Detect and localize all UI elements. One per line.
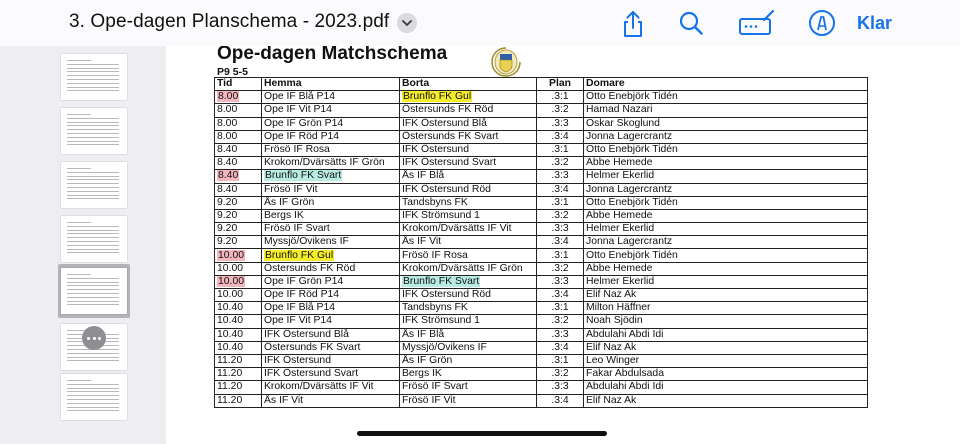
highlighted-text: Brunflo FK Svart bbox=[265, 170, 342, 182]
highlighted-text: 8.00 bbox=[218, 91, 239, 103]
home-team-cell: Myssjö/Ovikens IF bbox=[262, 236, 400, 249]
pitch-cell: .3:1 bbox=[537, 143, 584, 156]
table-row bbox=[215, 315, 868, 328]
away-team-cell: Frösö IF Svart bbox=[400, 381, 537, 394]
time-cell bbox=[215, 275, 262, 288]
away-team-cell: Frösö IF Rosa bbox=[400, 249, 537, 262]
time-cell: 9.20 bbox=[215, 209, 262, 222]
referee-cell: Jonna Lagercrantz bbox=[584, 183, 868, 196]
home-team-cell: Ope IF Blå P14 bbox=[262, 302, 400, 315]
referee-cell: Abbe Hemede bbox=[584, 209, 868, 222]
referee-cell: Jonna Lagercrantz bbox=[584, 236, 868, 249]
table-row bbox=[215, 183, 868, 196]
home-team-cell: Krokom/Dvärsätts IF Vit bbox=[262, 381, 400, 394]
pitch-cell: .3:1 bbox=[537, 302, 584, 315]
table-row bbox=[215, 236, 868, 249]
table-row bbox=[215, 368, 868, 381]
home-team-cell: Östersunds FK Röd bbox=[262, 262, 400, 275]
away-team-cell: Ås IF Grön bbox=[400, 354, 537, 367]
referee-cell: Elif Naz Ak bbox=[584, 341, 868, 354]
time-cell: 9.20 bbox=[215, 236, 262, 249]
page-thumbnail[interactable] bbox=[61, 162, 127, 208]
referee-cell: Noah Sjödin bbox=[584, 315, 868, 328]
referee-cell: Oskar Skoglund bbox=[584, 117, 868, 130]
away-team-cell bbox=[400, 91, 537, 104]
time-cell: 8.00 bbox=[215, 130, 262, 143]
away-team-cell: IFK Östersund Blå bbox=[400, 117, 537, 130]
pitch-cell: .3:1 bbox=[537, 196, 584, 209]
pitch-cell: .3:3 bbox=[537, 328, 584, 341]
referee-cell: Helmer Ekerlid bbox=[584, 170, 868, 183]
time-cell: 8.40 bbox=[215, 157, 262, 170]
away-team-cell: Östersunds FK Svart bbox=[400, 130, 537, 143]
away-team-cell bbox=[400, 275, 537, 288]
column-header-away: Borta bbox=[400, 78, 537, 91]
page-thumbnail-sidebar bbox=[0, 46, 166, 444]
table-row bbox=[215, 143, 868, 156]
highlighted-text: 10.00 bbox=[218, 275, 245, 287]
column-header-home: Hemma bbox=[262, 78, 400, 91]
home-team-cell: IFK Östersund Svart bbox=[262, 368, 400, 381]
pitch-cell: .3:1 bbox=[537, 249, 584, 262]
home-team-cell: Ås IF Grön bbox=[262, 196, 400, 209]
column-header-referee: Domare bbox=[584, 78, 868, 91]
pen-icon[interactable] bbox=[808, 9, 836, 42]
table-row bbox=[215, 302, 868, 315]
home-team-cell: IFK Östersund bbox=[262, 354, 400, 367]
referee-cell: Leo Winger bbox=[584, 354, 868, 367]
page-thumbnail[interactable] bbox=[61, 108, 127, 154]
away-team-cell: Bergs IK bbox=[400, 368, 537, 381]
time-cell: 10.00 bbox=[215, 262, 262, 275]
column-header-pitch: Plan bbox=[537, 78, 584, 91]
more-icon[interactable] bbox=[82, 326, 106, 350]
toolbar bbox=[0, 0, 960, 46]
time-cell: 11.20 bbox=[215, 368, 262, 381]
time-cell: 10.40 bbox=[215, 302, 262, 315]
home-team-cell: Ope IF Grön P14 bbox=[262, 275, 400, 288]
table-row bbox=[215, 275, 868, 288]
page-thumbnail[interactable] bbox=[61, 374, 127, 420]
pitch-cell: .3:2 bbox=[537, 104, 584, 117]
time-cell bbox=[215, 249, 262, 262]
time-cell: 10.00 bbox=[215, 289, 262, 302]
time-cell: 10.40 bbox=[215, 328, 262, 341]
away-team-cell: Krokom/Dvärsätts IF Vit bbox=[400, 223, 537, 236]
page-thumbnail[interactable] bbox=[61, 54, 127, 100]
table-row bbox=[215, 170, 868, 183]
referee-cell: Jonna Lagercrantz bbox=[584, 130, 868, 143]
time-cell: 8.00 bbox=[215, 104, 262, 117]
referee-cell: Helmer Ekerlid bbox=[584, 275, 868, 288]
referee-cell: Abbe Hemede bbox=[584, 157, 868, 170]
table-row bbox=[215, 223, 868, 236]
referee-cell: Abdulahi Abdi Idi bbox=[584, 381, 868, 394]
home-team-cell: Frösö IF Svart bbox=[262, 223, 400, 236]
away-team-cell: Krokom/Dvärsätts IF Grön bbox=[400, 262, 537, 275]
schedule-subtitle: P9 5-5 bbox=[217, 66, 248, 78]
time-cell: 9.20 bbox=[215, 223, 262, 236]
away-team-cell: IFK Östersund bbox=[400, 143, 537, 156]
home-team-cell: IFK Östersund Blå bbox=[262, 328, 400, 341]
referee-cell: Otto Enebjörk Tidén bbox=[584, 143, 868, 156]
highlighted-text: Brunflo FK Gul bbox=[265, 249, 334, 261]
home-team-cell bbox=[262, 170, 400, 183]
time-cell: 11.20 bbox=[215, 394, 262, 407]
away-team-cell: Ås IF Vit bbox=[400, 236, 537, 249]
referee-cell: Otto Enebjörk Tidén bbox=[584, 91, 868, 104]
table-row bbox=[215, 104, 868, 117]
pitch-cell: .3:1 bbox=[537, 354, 584, 367]
table-row bbox=[215, 354, 868, 367]
schedule-title: Ope-dagen Matchschema bbox=[217, 46, 448, 64]
highlighted-text: Brunflo FK Gul bbox=[403, 91, 472, 103]
pitch-cell: .3:4 bbox=[537, 236, 584, 249]
home-team-cell: Frösö IF Rosa bbox=[262, 143, 400, 156]
time-cell bbox=[215, 91, 262, 104]
referee-cell: Elif Naz Ak bbox=[584, 289, 868, 302]
table-row bbox=[215, 262, 868, 275]
away-team-cell: Myssjö/Ovikens IF bbox=[400, 341, 537, 354]
away-team-cell: IFK Östersund Röd bbox=[400, 289, 537, 302]
table-row bbox=[215, 394, 868, 407]
referee-cell: Hamad Nazari bbox=[584, 104, 868, 117]
table-row bbox=[215, 209, 868, 222]
home-team-cell: Bergs IK bbox=[262, 209, 400, 222]
pitch-cell: .3:1 bbox=[537, 91, 584, 104]
table-row bbox=[215, 91, 868, 104]
time-cell: 11.20 bbox=[215, 381, 262, 394]
table-row bbox=[215, 289, 868, 302]
pitch-cell: .3:4 bbox=[537, 341, 584, 354]
schedule-table bbox=[214, 77, 868, 408]
referee-cell: Abbe Hemede bbox=[584, 262, 868, 275]
away-team-cell: Tandsbyns FK bbox=[400, 196, 537, 209]
markup-icon[interactable] bbox=[738, 8, 776, 43]
time-cell: 10.40 bbox=[215, 315, 262, 328]
pitch-cell: .3:4 bbox=[537, 394, 584, 407]
table-header-row bbox=[215, 78, 868, 91]
home-team-cell: Krokom/Dvärsätts IF Grön bbox=[262, 157, 400, 170]
pitch-cell: .3:3 bbox=[537, 381, 584, 394]
chevron-down-icon[interactable] bbox=[397, 13, 417, 33]
table-row bbox=[215, 341, 868, 354]
away-team-cell: IFK Östersund Röd bbox=[400, 183, 537, 196]
home-team-cell: Ås IF Vit bbox=[262, 394, 400, 407]
home-team-cell: Ope IF Vit P14 bbox=[262, 315, 400, 328]
home-team-cell: Ope IF Röd P14 bbox=[262, 289, 400, 302]
home-team-cell bbox=[262, 249, 400, 262]
pitch-cell: .3:2 bbox=[537, 209, 584, 222]
column-header-time: Tid bbox=[215, 78, 262, 91]
table-row bbox=[215, 117, 868, 130]
page-thumbnail[interactable] bbox=[61, 268, 127, 314]
pitch-cell: .3:2 bbox=[537, 368, 584, 381]
time-cell: 8.40 bbox=[215, 143, 262, 156]
page-thumbnail[interactable] bbox=[61, 216, 127, 262]
done-button[interactable]: Klar bbox=[857, 13, 893, 33]
pitch-cell: .3:4 bbox=[537, 289, 584, 302]
home-indicator[interactable] bbox=[357, 431, 607, 436]
away-team-cell: IFK Strömsund 1 bbox=[400, 315, 537, 328]
table-row bbox=[215, 328, 868, 341]
pitch-cell: .3:3 bbox=[537, 223, 584, 236]
time-cell: 8.40 bbox=[215, 183, 262, 196]
pitch-cell: .3:2 bbox=[537, 262, 584, 275]
document-title[interactable]: 3. Ope-dagen Planschema - 2023.pdf bbox=[69, 11, 390, 32]
pitch-cell: .3:3 bbox=[537, 117, 584, 130]
time-cell bbox=[215, 170, 262, 183]
away-team-cell: Frösö IF Vit bbox=[400, 394, 537, 407]
table-row bbox=[215, 130, 868, 143]
home-team-cell: Frösö IF Vit bbox=[262, 183, 400, 196]
share-icon[interactable] bbox=[620, 9, 646, 44]
home-team-cell: Östersunds FK Svart bbox=[262, 341, 400, 354]
away-team-cell: IFK Östersund Svart bbox=[400, 157, 537, 170]
referee-cell: Helmer Ekerlid bbox=[584, 223, 868, 236]
table-row bbox=[215, 249, 868, 262]
referee-cell: Abdulahi Abdi Idi bbox=[584, 328, 868, 341]
highlighted-text: 8.40 bbox=[218, 170, 239, 182]
table-row bbox=[215, 196, 868, 209]
pitch-cell: .3:2 bbox=[537, 157, 584, 170]
table-row bbox=[215, 381, 868, 394]
time-cell: 10.40 bbox=[215, 341, 262, 354]
pitch-cell: .3:2 bbox=[537, 315, 584, 328]
away-team-cell: IFK Strömsund 1 bbox=[400, 209, 537, 222]
home-team-cell: Ope IF Blå P14 bbox=[262, 91, 400, 104]
highlighted-text: Brunflo FK Svart bbox=[403, 275, 480, 287]
pitch-cell: .3:3 bbox=[537, 275, 584, 288]
pitch-cell: .3:4 bbox=[537, 183, 584, 196]
highlighted-text: 10.00 bbox=[218, 249, 245, 261]
referee-cell: Otto Enebjörk Tidén bbox=[584, 249, 868, 262]
time-cell: 11.20 bbox=[215, 354, 262, 367]
referee-cell: Fakar Abdulsada bbox=[584, 368, 868, 381]
search-icon[interactable] bbox=[678, 10, 704, 41]
time-cell: 9.20 bbox=[215, 196, 262, 209]
away-team-cell: Ås IF Blå bbox=[400, 328, 537, 341]
home-team-cell: Ope IF Röd P14 bbox=[262, 130, 400, 143]
home-team-cell: Ope IF Grön P14 bbox=[262, 117, 400, 130]
away-team-cell: Tandsbyns FK bbox=[400, 302, 537, 315]
away-team-cell: Ås IF Blå bbox=[400, 170, 537, 183]
table-row bbox=[215, 157, 868, 170]
time-cell: 8.00 bbox=[215, 117, 262, 130]
referee-cell: Elif Naz Ak bbox=[584, 394, 868, 407]
referee-cell: Otto Enebjörk Tidén bbox=[584, 196, 868, 209]
away-team-cell: Östersunds FK Röd bbox=[400, 104, 537, 117]
home-team-cell: Ope IF Vit P14 bbox=[262, 104, 400, 117]
pdf-page[interactable] bbox=[166, 46, 960, 444]
pitch-cell: .3:3 bbox=[537, 170, 584, 183]
pitch-cell: .3:4 bbox=[537, 130, 584, 143]
referee-cell: Milton Häffner bbox=[584, 302, 868, 315]
